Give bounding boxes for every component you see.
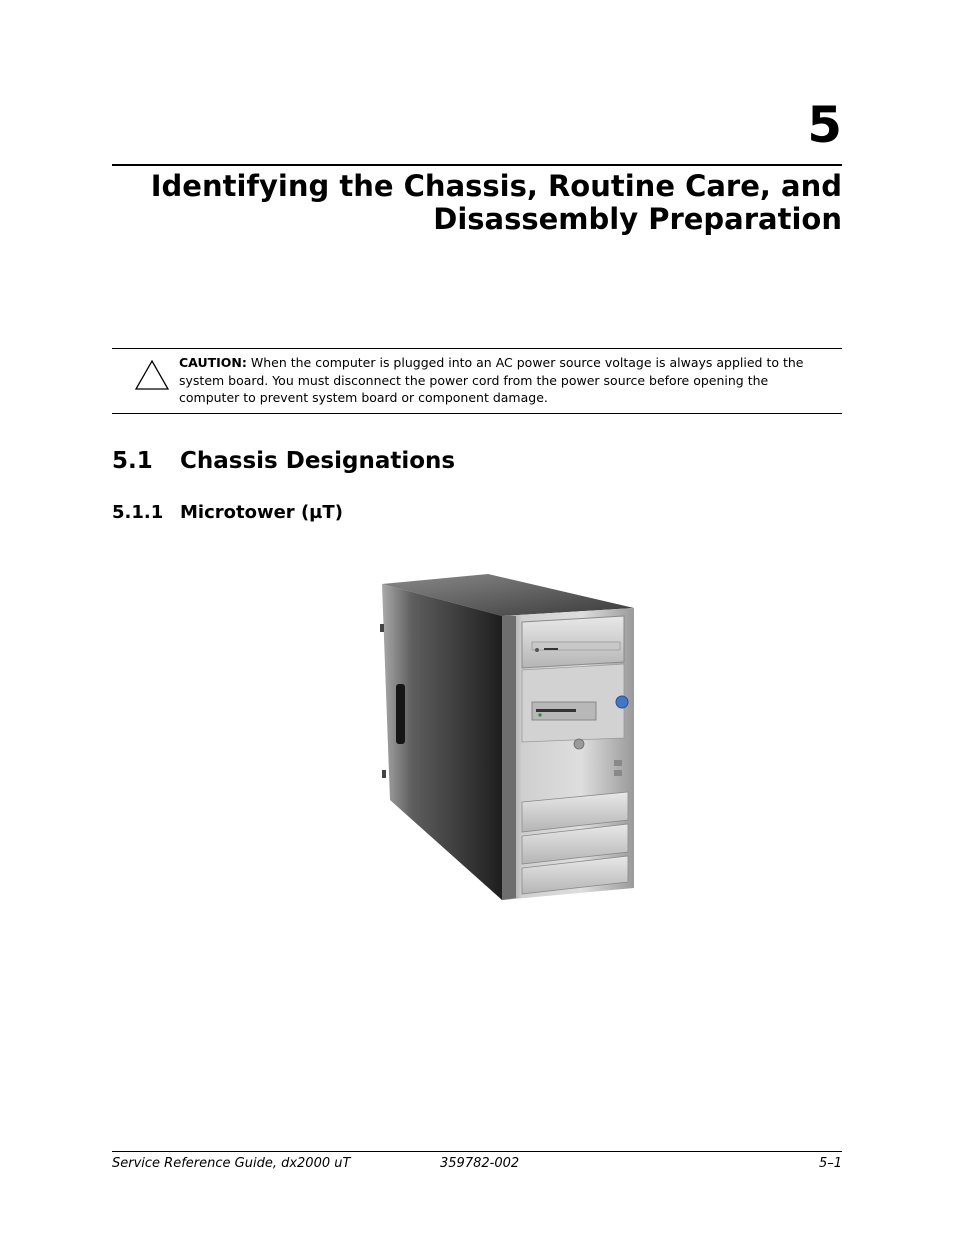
chapter-number: 5: [807, 96, 842, 154]
section-title: Chassis Designations: [180, 448, 456, 474]
chapter-title: [112, 170, 842, 236]
computer-tower-icon: [372, 570, 712, 902]
chapter-rule: [112, 164, 842, 166]
chapter-title-line2: Disassembly Preparation: [433, 202, 842, 236]
caution-label: CAUTION:: [179, 355, 247, 370]
subsection-heading: [112, 500, 343, 526]
caution-triangle-icon: [134, 359, 170, 391]
caution-box: [112, 348, 842, 414]
footer-part-number: 359782-002: [440, 1156, 520, 1171]
section-heading: [112, 446, 455, 476]
footer-rule: [112, 1151, 842, 1152]
subsection-title: Microtower (µT): [180, 502, 343, 523]
footer-document-title: Service Reference Guide, dx2000 uT: [112, 1156, 351, 1171]
section-number: 5.1: [112, 448, 153, 474]
chapter-title-line1: Identifying the Chassis, Routine Care, and: [150, 169, 842, 203]
subsection-number: 5.1.1: [112, 502, 164, 523]
footer-page-number: 5–1: [818, 1156, 842, 1171]
caution-text: [179, 354, 819, 407]
caution-body: When the computer is plugged into an AC power source voltage is always applied to the system board. You must disconnect the power cord from the power source before opening the computer to prevent system board or component damage.: [179, 355, 804, 405]
